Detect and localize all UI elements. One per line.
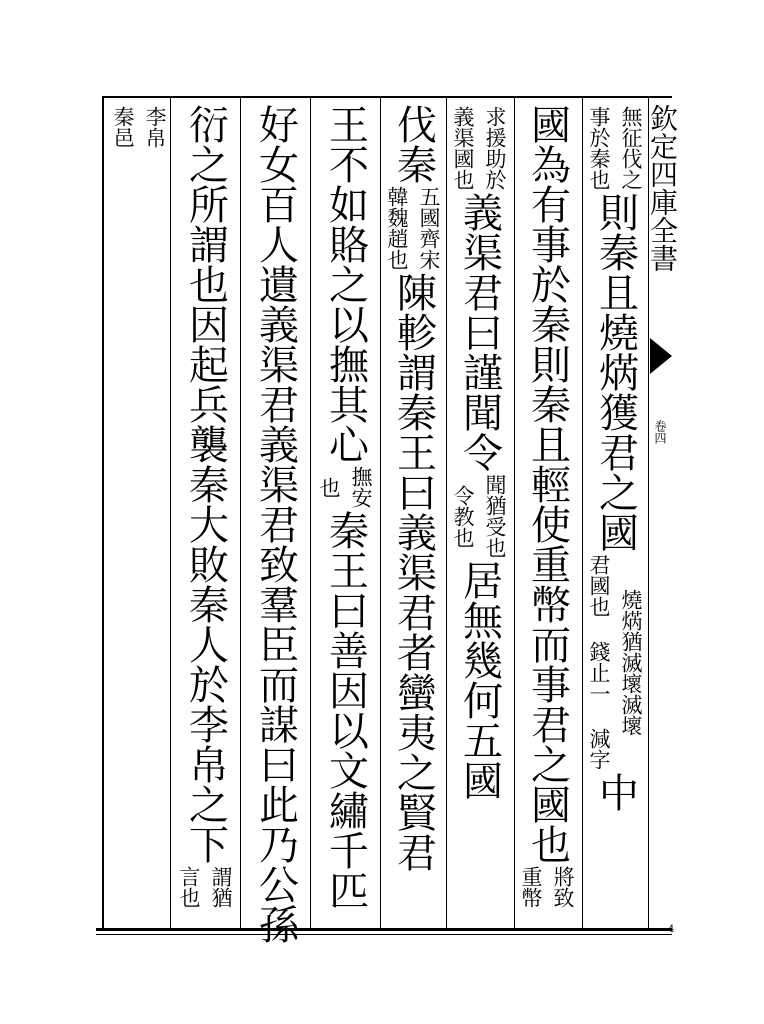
text-column-1 xyxy=(580,104,650,812)
commentary-line-left: 秦邑 xyxy=(111,106,135,148)
text-column-4 xyxy=(378,104,448,872)
commentary-note xyxy=(517,866,577,908)
main-text: 居無幾何五國 xyxy=(456,560,503,800)
commentary-line-right: 撫安 xyxy=(349,466,373,508)
commentary-line-right: 李帛 xyxy=(143,106,167,148)
commentary-line-left: 言也 xyxy=(177,866,201,908)
text-column-7 xyxy=(170,104,240,910)
main-text: 中 xyxy=(592,772,639,812)
commentary-line-right: 聞猶受也 xyxy=(483,474,507,558)
commentary-note xyxy=(383,186,443,270)
frame-left-rule xyxy=(102,96,104,930)
main-text: 義渠君曰謹聞令 xyxy=(456,192,503,472)
commentary-note xyxy=(585,106,645,190)
commentary-line-right: 燒焫猶滅壞滅壞 xyxy=(619,588,643,736)
commentary-note xyxy=(449,474,509,558)
commentary-line-right: 五國齊宋 xyxy=(417,186,441,270)
main-text: 衍之所謂也因起兵襲秦大敗秦人於李帛之下 xyxy=(182,104,229,864)
commentary-line-left: 重幣 xyxy=(519,866,543,908)
text-column-5 xyxy=(310,104,380,910)
commentary-line-right: 無征伐之 xyxy=(619,106,643,190)
commentary-note xyxy=(175,866,235,908)
commentary-note xyxy=(109,106,169,148)
text-column-3 xyxy=(444,104,514,800)
commentary-note xyxy=(449,106,509,190)
text-column-6 xyxy=(240,104,310,944)
commentary-line-left: 韓魏趙也 xyxy=(385,186,409,270)
fish-tail-mark xyxy=(650,338,672,374)
main-text: 則秦且燒焫獲君之國 xyxy=(592,192,639,552)
frame-bottom-rule xyxy=(96,928,672,931)
main-text: 陳軫謂秦王曰義渠君者蠻夷之賢君 xyxy=(390,272,437,872)
frame-top-rule xyxy=(102,96,672,98)
main-text: 秦王曰善因以文繡千匹 xyxy=(322,510,369,910)
commentary-line-right: 謂猶 xyxy=(209,866,233,908)
commentary-line-left: 君國也 錢止一 減字 xyxy=(587,554,611,770)
main-text: 伐秦 xyxy=(390,104,437,184)
commentary-line-right: 求援助於 xyxy=(483,106,507,190)
commentary-line-left: 義渠國也 xyxy=(451,106,475,190)
commentary-line-right: 將致 xyxy=(551,866,575,908)
frame-bottom-rule-thin xyxy=(96,934,672,935)
commentary-line-left: 事於秦也 xyxy=(587,106,611,190)
commentary-line-left: 令教也 xyxy=(451,484,475,548)
text-column-8 xyxy=(104,104,174,150)
book-title: 欽定四庫全書 xyxy=(646,104,679,272)
juan-label: 卷四 xyxy=(653,420,667,444)
main-text: 國為有事於秦則秦且輕使重幣而事君之國也 xyxy=(524,104,571,864)
main-text: 王不如賂之以撫其心 xyxy=(322,104,369,464)
text-column-2 xyxy=(512,104,582,910)
commentary-note xyxy=(315,466,375,508)
commentary-note xyxy=(585,554,645,770)
page-mark: 4 xyxy=(668,924,675,935)
commentary-line-left: 也 xyxy=(317,476,341,498)
main-text: 好女百人遺義渠君義渠君致羣臣而謀曰此乃公孫 xyxy=(252,104,299,944)
